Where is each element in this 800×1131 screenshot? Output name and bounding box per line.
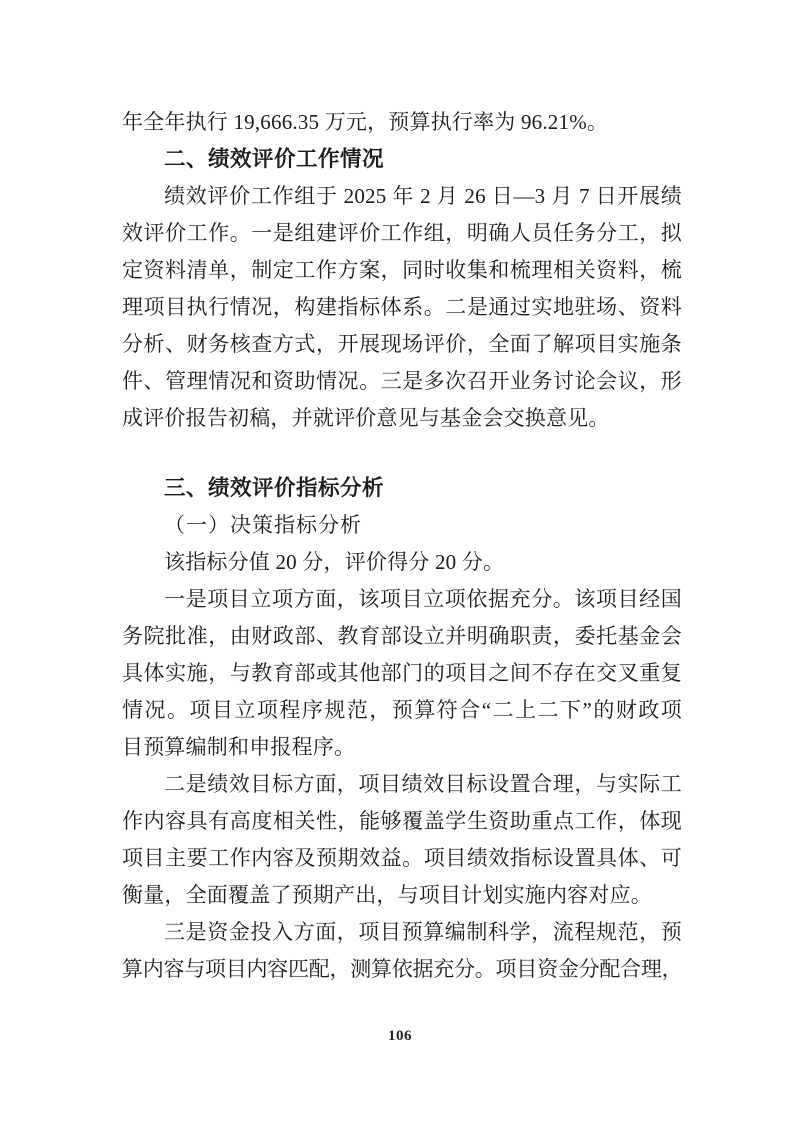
- paragraph-line: 二是绩效目标方面，项目绩效目标设置合理，与实际工: [164, 772, 682, 796]
- paragraph-line: 衡量，全面覆盖了预期产出，与项目计划实施内容对应。: [122, 883, 652, 907]
- paragraph-line: 一是项目立项方面，该项目立项依据充分。该项目经国: [164, 587, 682, 611]
- paragraph-line: 分析、财务核查方式，开展现场评价，全面了解项目实施条: [122, 332, 682, 356]
- paragraph-line: 理项目执行情况，构建指标体系。二是通过实地驻场、资料: [122, 295, 682, 319]
- paragraph-line: 效评价工作。一是组建评价工作组，明确人员任务分工，拟: [122, 221, 682, 245]
- paragraph-line: 项目主要工作内容及预期效益。项目绩效指标设置具体、可: [122, 846, 682, 870]
- page-number: 106: [388, 1028, 412, 1044]
- paragraph-line: 作内容具有高度相关性，能够覆盖学生资助重点工作，体现: [122, 809, 682, 833]
- subsection-heading: （一）决策指标分析: [164, 513, 362, 537]
- paragraph-line: 该指标分值 20 分，评价得分 20 分。: [164, 550, 505, 574]
- paragraph-line: 年全年执行 19,666.35 万元，预算执行率为 96.21%。: [122, 110, 609, 134]
- section-heading: 二、绩效评价工作情况: [164, 147, 385, 171]
- paragraph-line: 三是资金投入方面，项目预算编制科学，流程规范，预: [164, 920, 682, 944]
- paragraph-line: 情况。项目立项程序规范，预算符合“二上二下”的财政项: [122, 698, 682, 722]
- paragraph-line: 件、管理情况和资助情况。三是多次召开业务讨论会议，形: [122, 369, 682, 393]
- paragraph-line: 具体实施，与教育部或其他部门的项目之间不存在交叉重复: [122, 661, 682, 685]
- paragraph-line: 定资料清单，制定工作方案，同时收集和梳理相关资料，梳: [122, 258, 682, 282]
- paragraph-line: 算内容与项目内容匹配，测算依据充分。项目资金分配合理，: [122, 957, 682, 981]
- text-content: [122, 104, 682, 988]
- paragraph-line: 目预算编制和申报程序。: [122, 735, 356, 759]
- paragraph-line: 绩效评价工作组于 2025 年 2 月 26 日—3 月 7 日开展绩: [164, 184, 682, 208]
- paragraph-line: 务院批准，由财政部、教育部设立并明确职责，委托基金会: [122, 624, 682, 648]
- paragraph-line: 成评价报告初稿，并就评价意见与基金会交换意见。: [122, 406, 610, 430]
- section-heading: 三、绩效评价指标分析: [164, 476, 385, 500]
